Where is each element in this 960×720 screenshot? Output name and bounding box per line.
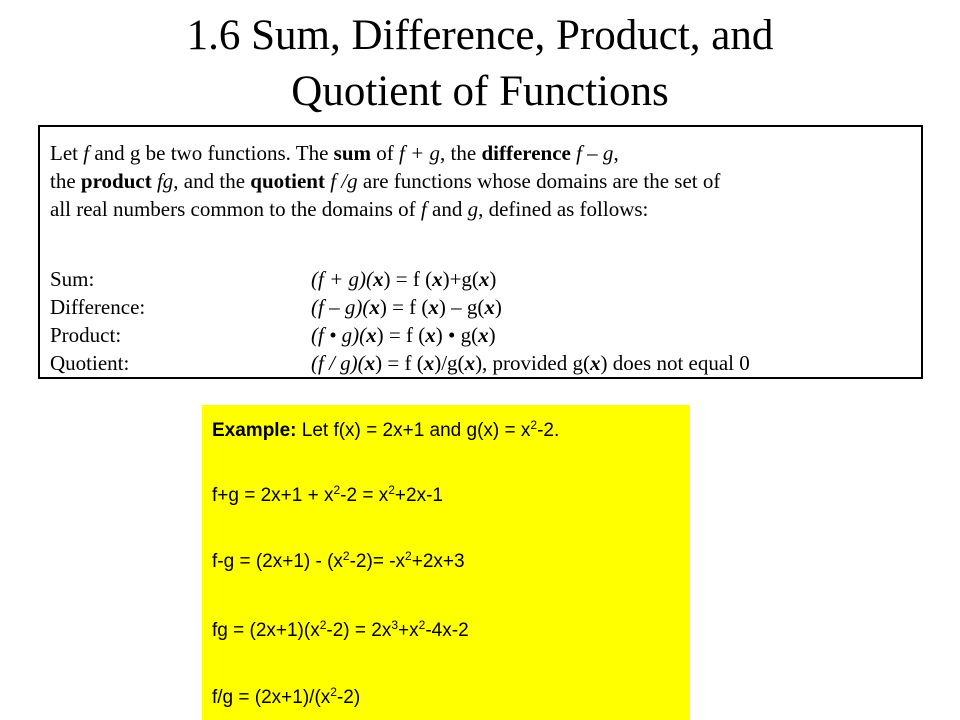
text: +2x-1: [394, 485, 443, 506]
formula-part: (f – g)(: [311, 295, 370, 319]
function-g: g: [467, 197, 479, 221]
var-x: x: [432, 267, 443, 291]
text: f+g = 2x+1 + x: [212, 485, 334, 506]
exponent: 2: [405, 549, 412, 563]
text: are functions whose domains are the set of: [357, 169, 721, 193]
expr-quotient: f /g: [330, 169, 358, 193]
expr-sum: f + g: [399, 141, 441, 165]
text: all real numbers common to the domains of: [50, 197, 421, 221]
text: and: [426, 197, 468, 221]
text: Let f(x) = 2x+1 and g(x) = x: [296, 420, 531, 441]
text: the: [50, 169, 81, 193]
expr-difference: f – g: [576, 141, 614, 165]
intro-line-1: [50, 139, 720, 167]
text: -2): [336, 687, 361, 708]
definition-row-difference: [50, 293, 750, 321]
text: +x: [398, 620, 419, 641]
var-x: x: [423, 351, 435, 375]
definition-row-quotient: [50, 349, 750, 377]
text: +2x+3: [411, 551, 465, 572]
definition-box: [38, 125, 923, 379]
example-heading: Example:: [212, 420, 297, 441]
slide-title: [0, 8, 960, 120]
function-f: f: [83, 141, 90, 165]
example-sum: [212, 485, 443, 507]
var-x: x: [369, 295, 380, 319]
formula-part: (f / g)(: [311, 351, 365, 375]
formula-part: ) does not equal 0: [600, 351, 750, 375]
expr-product: fg: [156, 169, 174, 193]
title-line-2: Quotient of Functions: [291, 68, 669, 115]
function-f: f: [420, 197, 427, 221]
text: , defined as follows:: [478, 197, 649, 221]
formula-part: ) – g(: [438, 295, 485, 319]
row-label: Product:: [50, 323, 122, 347]
intro-line-2: [50, 167, 720, 195]
formula: [311, 293, 502, 321]
var-x: x: [428, 295, 439, 319]
formula-part: (f + g)(: [311, 267, 373, 291]
exponent: 2: [319, 618, 327, 632]
exponent: 2: [530, 418, 538, 432]
text: -2 = x: [340, 485, 389, 506]
formula-part: ): [489, 267, 497, 291]
var-x: x: [364, 351, 376, 375]
formula-part: ) = f (: [379, 295, 429, 319]
definition-row-sum: [50, 265, 750, 293]
row-label: Quotient:: [50, 351, 130, 375]
term-sum: sum: [333, 141, 372, 165]
example-product: [212, 620, 469, 642]
formula-part: ) = f (: [383, 267, 433, 291]
text: , the: [440, 141, 482, 165]
definition-intro: [50, 139, 720, 223]
text: -2.: [537, 420, 560, 441]
formula-part: ): [488, 323, 496, 347]
formula: [311, 265, 496, 293]
var-x: x: [478, 267, 490, 291]
text: -4x-2: [425, 620, 469, 641]
formula-part: ) • g(: [435, 323, 479, 347]
exponent: 2: [333, 483, 341, 497]
var-x: x: [464, 351, 476, 375]
text: f/g = (2x+1)/(x: [212, 687, 331, 708]
text: -2) = 2x: [326, 620, 392, 641]
example-intro: [212, 420, 559, 442]
term-product: product: [80, 169, 152, 193]
var-x: x: [425, 323, 436, 347]
definition-rows: [50, 265, 750, 377]
term-quotient: quotient: [250, 169, 325, 193]
formula-part: (f • g)(: [311, 323, 367, 347]
formula-part: ): [494, 295, 502, 319]
var-x: x: [484, 295, 495, 319]
formula-part: ) = f (: [376, 323, 426, 347]
title-line-1: 1.6 Sum, Difference, Product, and: [186, 12, 774, 59]
exponent: 2: [388, 483, 395, 497]
row-label: Difference:: [50, 295, 146, 319]
text: , and the: [173, 169, 251, 193]
exponent: 2: [418, 618, 426, 632]
exponent: 2: [330, 685, 337, 699]
exponent: 2: [342, 549, 350, 563]
text: -2)= -x: [349, 551, 406, 572]
formula-part: ), provided g(: [475, 351, 590, 375]
exponent: 3: [391, 618, 399, 632]
formula: [311, 349, 750, 377]
formula-part: )/g(: [434, 351, 465, 375]
example-difference: [212, 551, 465, 573]
term-difference: difference: [481, 141, 571, 165]
text: f-g = (2x+1) - (x: [212, 551, 343, 572]
formula-part: ) = f (: [375, 351, 424, 375]
text: of: [371, 141, 400, 165]
text: and g be two functions. The: [89, 141, 334, 165]
text: ,: [613, 141, 619, 165]
text: fg = (2x+1)(x: [212, 620, 320, 641]
example-box: [202, 405, 690, 720]
var-x: x: [589, 351, 601, 375]
var-x: x: [366, 323, 377, 347]
var-x: x: [478, 323, 489, 347]
row-label: Sum:: [50, 267, 95, 291]
definition-row-product: [50, 321, 750, 349]
formula: [311, 321, 496, 349]
var-x: x: [373, 267, 384, 291]
intro-line-3: [50, 195, 720, 223]
example-quotient: [212, 687, 360, 709]
text: Let: [50, 141, 84, 165]
formula-part: )+g(: [442, 267, 479, 291]
